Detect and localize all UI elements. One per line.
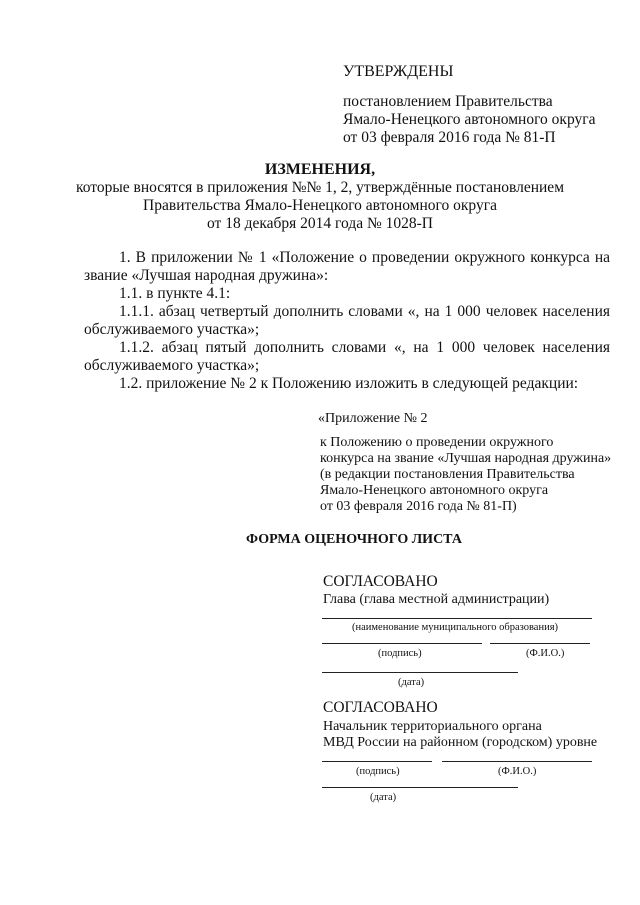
agreement-1-role: Глава (глава местной администрации) bbox=[323, 592, 550, 607]
paragraph-3-line-2: обслуживаемого участка»; bbox=[84, 321, 260, 338]
document-title: ИЗМЕНЕНИЯ, bbox=[264, 161, 376, 178]
approval-line-1: постановлением Правительства bbox=[343, 93, 553, 110]
paragraph-5: 1.2. приложение № 2 к Положению изложить в следующей редакции: bbox=[119, 375, 579, 392]
agreement-2-role-line-1: Начальник территориального органа bbox=[323, 719, 542, 734]
approval-line-2: Ямало-Ненецкого автономного округа bbox=[343, 111, 596, 128]
appendix-line-1: к Положению о проведении окружного bbox=[320, 435, 554, 450]
appendix-line-5: от 03 февраля 2016 года № 81-П) bbox=[320, 499, 517, 514]
paragraph-2: 1.1. в пункте 4.1: bbox=[119, 285, 231, 302]
signature-line-1 bbox=[322, 643, 482, 644]
paragraph-3-line-1: 1.1.1. абзац четвертый дополнить словами «, на 1 000 человек населения bbox=[119, 303, 610, 320]
agreement-1-heading: СОГЛАСОВАНО bbox=[323, 573, 438, 590]
name-caption-1: (Ф.И.О.) bbox=[526, 648, 565, 659]
signature-caption-1: (подпись) bbox=[378, 648, 422, 659]
paragraph-1-line-2: звание «Лучшая народная дружина»: bbox=[84, 267, 329, 284]
paragraph-4-line-1: 1.1.2. абзац пятый дополнить словами «, на 1 000 человек населения bbox=[119, 339, 610, 356]
title-line-2: Правительства Ямало-Ненецкого автономного округа bbox=[143, 197, 497, 214]
approval-line-3: от 03 февраля 2016 года № 81-П bbox=[343, 129, 556, 146]
approval-heading: УТВЕРЖДЕНЫ bbox=[343, 63, 454, 80]
name-caption-2: (Ф.И.О.) bbox=[498, 766, 537, 777]
signature-caption-2: (подпись) bbox=[356, 766, 400, 777]
appendix-line-3: (в редакции постановления Правительства bbox=[320, 467, 575, 482]
date-caption-2: (дата) bbox=[370, 792, 397, 803]
agreement-2-heading: СОГЛАСОВАНО bbox=[323, 699, 438, 716]
signature-line-2 bbox=[322, 761, 432, 762]
agreement-2-role-line-2: МВД России на районном (городском) уровне bbox=[323, 735, 598, 750]
date-caption-1: (дата) bbox=[398, 677, 425, 688]
title-line-3: от 18 декабря 2014 года № 1028-П bbox=[207, 215, 433, 232]
appendix-title: «Приложение № 2 bbox=[318, 411, 428, 426]
paragraph-4-line-2: обслуживаемого участка»; bbox=[84, 357, 260, 374]
appendix-line-4: Ямало-Ненецкого автономного округа bbox=[320, 483, 549, 498]
name-line-1 bbox=[490, 643, 590, 644]
date-line-2 bbox=[322, 787, 518, 788]
title-line-1: которые вносятся в приложения №№ 1, 2, утверждённые постановлением bbox=[75, 179, 564, 196]
municipality-caption: (наименование муниципального образования) bbox=[352, 622, 559, 633]
name-line-2 bbox=[442, 761, 592, 762]
paragraph-1-line-1: 1. В приложении № 1 «Положение о проведении окружного конкурса на bbox=[119, 249, 610, 266]
municipality-line bbox=[322, 618, 592, 619]
form-title: ФОРМА ОЦЕНОЧНОГО ЛИСТА bbox=[246, 532, 462, 547]
date-line-1 bbox=[322, 672, 518, 673]
appendix-line-2: конкурса на звание «Лучшая народная дружина» bbox=[320, 451, 612, 466]
